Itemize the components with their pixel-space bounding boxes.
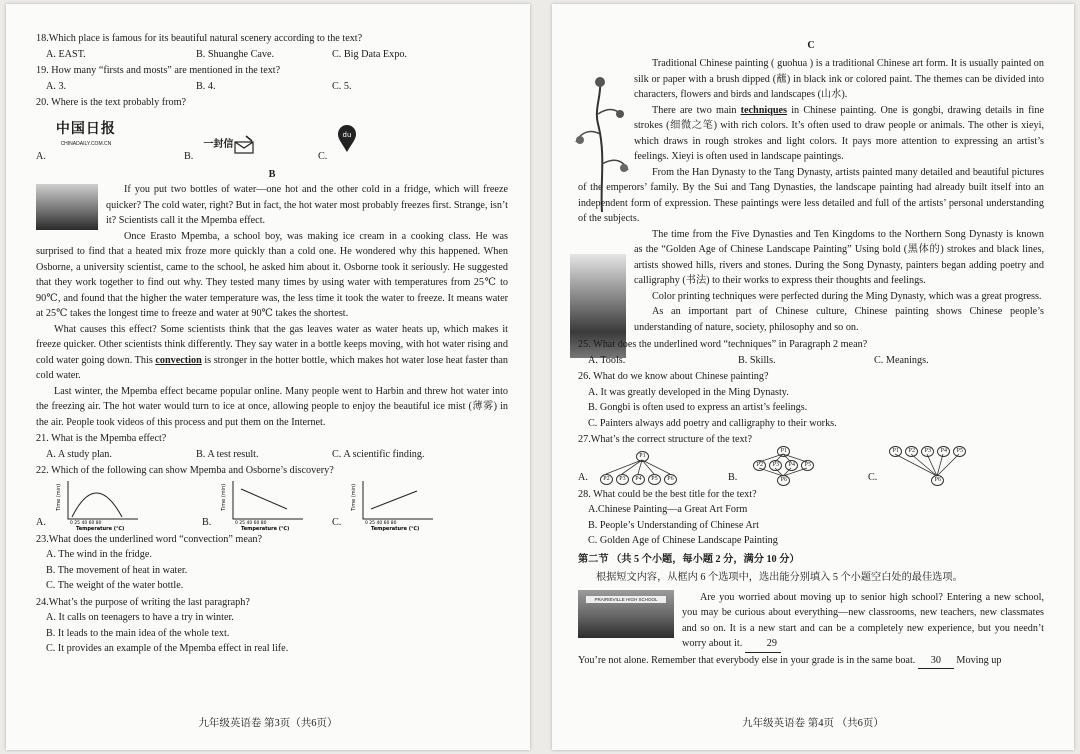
q20-options xyxy=(36,113,508,165)
svg-text:Temperature (℃): Temperature (℃) xyxy=(241,525,290,531)
q22-stem: 22. Which of the following can show Mpemba and Osborne’s discovery? xyxy=(36,465,334,476)
q28-option-a[interactable]: A.Chinese Painting—a Great Art Form xyxy=(588,504,748,515)
q24-option-b[interactable]: B. It leads to the main idea of the whole text. xyxy=(46,627,230,639)
svg-text:Temperature (℃): Temperature (℃) xyxy=(371,525,420,531)
q20-stem: 20. Where is the text probably from? xyxy=(36,97,187,108)
structure-a-node-p4: P4 xyxy=(632,474,645,485)
q21-options xyxy=(36,447,508,463)
structure-a-node-p6: P6 xyxy=(664,474,677,485)
section-b-heading: B xyxy=(268,168,276,180)
q22-option-a[interactable]: A. Time (min) 0 25 40 60 80 Temperature (℃) xyxy=(36,479,202,531)
passage-b-para-2: Once Erasto Mpemba, a school boy, was making ice cream in a cooking class. He was surprised to find that a heated mix froze more quickly than a cold one. He wondered why this happened. When Osborne, a university scientist, came to the school, he asked him about it. Osborne took it seriously. He suggested that they work together to find out why. They tested many times by using water with temperatures from 25℃ to 90℃, and found that the higher the water temperature was, the less time it took the water to freeze. It means water at 25℃ takes the longest time to freeze and water at 90℃ takes the shortest. xyxy=(36,230,508,319)
q27-option-c[interactable]: C. P1 P2 P3 P4 P5 P6 xyxy=(868,446,977,486)
page-3-footer: 九年级英语卷 第3页（共6页） xyxy=(198,718,338,729)
passage-b-para-4: Last winter, the Mpemba effect became popular online. Many people went to Harbin and threw hot water into the freezing air. The hot water would turn to ice at once, allowing people to enjoy the beautiful ice mist (薄雾) in the air. People took videos of this process and put them on the Internet. xyxy=(36,385,508,428)
q21-stem: 21. What is the Mpemba effect? xyxy=(36,433,167,444)
q24-option-c[interactable]: C. It provides an example of the Mpemba effect in real life. xyxy=(46,643,289,654)
page-3-content xyxy=(36,30,508,657)
q19-option-b[interactable]: B. 4. xyxy=(196,80,216,92)
q22-option-c[interactable]: C. Time (min) 0 25 40 60 80 Temperature (℃) xyxy=(332,479,435,531)
q21-option-c[interactable]: C. A scientific finding. xyxy=(332,448,425,460)
structure-c-node-p1: P1 xyxy=(889,446,902,457)
structure-a-node-p3: P3 xyxy=(616,474,629,485)
q19-option-c[interactable]: C. 5. xyxy=(332,80,352,92)
structure-c-node-p6: P6 xyxy=(931,475,944,486)
passage-c-bottom xyxy=(578,227,1044,336)
structure-a-node-p1: P1 xyxy=(636,451,649,462)
q25-option-a[interactable]: A. Tools. xyxy=(588,354,626,366)
q25-option-c[interactable]: C. Meanings. xyxy=(874,354,929,366)
q25-options xyxy=(578,353,1044,369)
passage-final-line: You’re not alone. Remember that everybody else in your grade is in the same boat. 30 Moving up xyxy=(578,653,1044,670)
q25-option-b[interactable]: B. Skills. xyxy=(738,354,776,366)
blank-29[interactable]: 29 xyxy=(745,636,781,653)
structure-a-node-p5: P5 xyxy=(648,474,661,485)
q26-option-a[interactable]: A. It was greatly developed in the Ming Dynasty. xyxy=(588,386,789,398)
structure-b-node-p2: P2 xyxy=(753,460,766,471)
q24-stem: 24.What’s the purpose of writing the last paragraph? xyxy=(36,596,250,608)
structure-a-node-p2: P2 xyxy=(600,474,613,485)
q27-option-a[interactable]: A. P1 P2 P3 P4 P5 P6 xyxy=(578,450,728,486)
structure-c-node-p5: P5 xyxy=(953,446,966,457)
q19-option-a[interactable]: A. 3. xyxy=(46,80,67,92)
q24-option-a[interactable]: A. It calls on teenagers to have a try in winter. xyxy=(46,612,234,623)
q27-options xyxy=(578,448,1044,486)
structure-b-node-p6: P6 xyxy=(777,475,790,486)
q19-options xyxy=(36,79,508,95)
svg-text:Temperature (℃): Temperature (℃) xyxy=(75,525,125,531)
q27-option-b[interactable]: B. P1 P2 P3 P4 P5 P6 xyxy=(728,446,868,486)
q18-option-a[interactable]: A. EAST. xyxy=(46,48,86,60)
exam-page-4 xyxy=(552,4,1074,750)
structure-b-diagram xyxy=(747,446,827,486)
q18-options xyxy=(36,47,508,63)
blank-30[interactable]: 30 xyxy=(918,653,954,670)
q21-option-a[interactable]: A. A study plan. xyxy=(46,448,112,460)
school-photo xyxy=(578,590,674,638)
q28-option-c[interactable]: C. Golden Age of Chinese Landscape Painting xyxy=(588,535,778,546)
underlined-convection: convection xyxy=(155,354,202,366)
q26-stem: 26. What do we know about Chinese painting? xyxy=(578,371,769,382)
svg-text:du: du xyxy=(342,130,352,139)
structure-c-diagram xyxy=(887,446,977,486)
q26-option-b[interactable]: B. Gongbi is often used to express an artist’s feelings. xyxy=(588,402,808,413)
structure-c-node-p2: P2 xyxy=(905,446,918,457)
passage-b-para-1: If you put two bottles of water—one hot and the other cold in a fridge, which will freeze quicker? The cold water, right? But in fact, the hot water most probably freezes first. Strange, isn’t it? Scientists call it the Mpemba effect. xyxy=(106,184,508,226)
structure-c-node-p3: P3 xyxy=(921,446,934,457)
structure-b-node-p5: P5 xyxy=(801,460,814,471)
graph-a-curve xyxy=(56,479,140,531)
q19-stem: 19. How many “firsts and mosts” are mentioned in the text? xyxy=(36,65,281,76)
passage-c-para-2: There are two main techniques in Chinese painting. One is gongbi, drawing details in fine strokes (细微之笔) with rich colors. It’s often used to draw people or animals. The other is xieyi, which draws in rough strokes and light colors. It pays more attention to expressing an artist’s feelings. Xieyi is often used in landscape paintings. xyxy=(634,104,1044,162)
passage-c-para-3: From the Han Dynasty to the Tang Dynasty, artists painted many detailed and beautiful pictures of the emperors’ family. By the Sui and Tang Dynasties, the landscape painting had already built itself into an independent form of expression. These paintings were less detailed and full of the artists’ personal understanding of the subjects. xyxy=(578,166,1044,224)
structure-b-node-p4: P4 xyxy=(785,460,798,471)
q20-option-a[interactable]: A. 中国日报 CHINADAILY.COM.CN xyxy=(36,121,116,162)
q18-option-b[interactable]: B. Shuanghe Cave. xyxy=(196,48,275,60)
svg-text:Time (min): Time (min) xyxy=(351,483,358,511)
exam-page-3 xyxy=(6,4,530,750)
q22-options xyxy=(36,479,508,531)
page-4-content xyxy=(578,40,1044,669)
passage-b-para-3: What causes this effect? Some scientists think that the gas leaves water as water heats up, which makes it freeze quicker. Other scientists think differently. They say water in a bottle keeps moving, with hot water rising and cold water going down. This convection is stronger in the hotter bottle, which makes hot water lose heat faster than cold water. xyxy=(36,323,508,381)
q23-stem: 23.What does the underlined word “convection” mean? xyxy=(36,533,263,545)
q28-stem: 28. What could be the best title for the text? xyxy=(578,488,757,500)
q20-option-c[interactable]: C. du xyxy=(318,125,357,165)
passage-c-top xyxy=(578,56,1044,165)
mpemba-photo xyxy=(36,184,98,230)
envelope-icon xyxy=(233,135,255,155)
passage-c-para-6: As an important part of Chinese culture, Chinese painting shows Chinese people’s understanding of nature, society, philosophy and so on. xyxy=(634,306,1044,333)
letter-logo: 一封信 xyxy=(203,135,255,155)
q26-options xyxy=(578,385,1044,432)
q18-stem: 18.Which place is famous for its beautiful natural scenery according to the text? xyxy=(36,33,363,44)
passage-final-para: Are you worried about moving up to senior high school? Entering a new school, you may be curious about everything—new classrooms, new teachers, new classmates and so on. It is a new start and can be a completely new experience, but you needn’t worry about it. 29 xyxy=(578,590,1044,653)
svg-text:Time (min): Time (min) xyxy=(221,483,228,511)
graph-b-decreasing xyxy=(221,479,305,531)
q27-stem: 27.What’s the correct structure of the text? xyxy=(578,434,752,445)
graph-c-increasing xyxy=(351,479,435,531)
q23-option-c[interactable]: C. The weight of the water bottle. xyxy=(46,580,184,591)
section-2-instruction: 根据短文内容，从框内 6 个选项中，选出能分别填入 5 个小题空白处的最佳选项。 xyxy=(596,572,963,583)
passage-c-para-5: Color printing techniques were perfected during the Ming Dynasty, which was a great progress. xyxy=(652,290,1042,302)
q24-options xyxy=(36,610,508,657)
q22-option-b[interactable]: B. Time (min) 0 25 40 60 80 Temperature (℃) xyxy=(202,479,332,531)
svg-text:0 25 40 60 80: 0 25 40 60 80 xyxy=(365,520,397,526)
q18-option-c[interactable]: C. Big Data Expo. xyxy=(332,48,407,60)
structure-b-node-p1: P1 xyxy=(777,446,790,457)
underlined-techniques: techniques xyxy=(740,104,788,116)
q28-option-b[interactable]: B. People’s Understanding of Chinese Art xyxy=(588,519,759,531)
q26-option-c[interactable]: C. Painters always add poetry and calligraphy to their works. xyxy=(588,417,837,429)
structure-c-node-p4: P4 xyxy=(937,446,950,457)
svg-text:Time (min): Time (min) xyxy=(55,483,62,511)
q25-stem: 25. What does the underlined word “techniques” in Paragraph 2 mean? xyxy=(578,339,868,350)
page-4-footer: 九年级英语卷 第4页 （共6页） xyxy=(742,718,884,729)
structure-b-node-p3: P3 xyxy=(769,460,782,471)
svg-text:0 25 40 60 80: 0 25 40 60 80 xyxy=(69,520,102,526)
school-sign: PRAIRIEVILLE HIGH SCHOOL xyxy=(586,596,666,603)
structure-a-diagram xyxy=(598,450,686,486)
svg-text:0 25 40 60 80: 0 25 40 60 80 xyxy=(235,520,267,526)
section-2-heading: 第二节 （共 5 个小题，每小题 2 分，满分 10 分） xyxy=(578,553,800,565)
passage-c-para-4: The time from the Five Dynasties and Ten Kingdoms to the Northern Song Dynasty is known as the “Golden Age of Chinese Landscape Painting” Using bold (黑体的) strokes and black lines, artists showed hills, rivers and stones. During the Song Dynasty, painters began adding poetry and calligraphy (书法) to their works to express their thoughts and feelings. xyxy=(634,228,1044,286)
q28-options xyxy=(578,502,1044,549)
q20-option-b[interactable]: B. 一封信 xyxy=(184,135,318,165)
china-daily-logo: 中国日报 CHINADAILY.COM.CN xyxy=(55,121,116,147)
passage-c-para-1: Traditional Chinese painting ( guohua ) is a traditional Chinese art form. It is usually painted on silk or paper with a brush dipped (蘸) in black ink or colored paint. The themes can be divided into characters, flowers and birds and landscapes (山水). xyxy=(634,58,1044,100)
section-c-heading: C xyxy=(807,40,815,51)
map-pin-icon xyxy=(337,125,357,153)
q21-option-b[interactable]: B. A test result. xyxy=(196,448,259,460)
q23-option-a[interactable]: A. The wind in the fridge. xyxy=(46,549,152,560)
q23-options xyxy=(36,547,508,594)
q23-option-b[interactable]: B. The movement of heat in water. xyxy=(46,564,188,576)
